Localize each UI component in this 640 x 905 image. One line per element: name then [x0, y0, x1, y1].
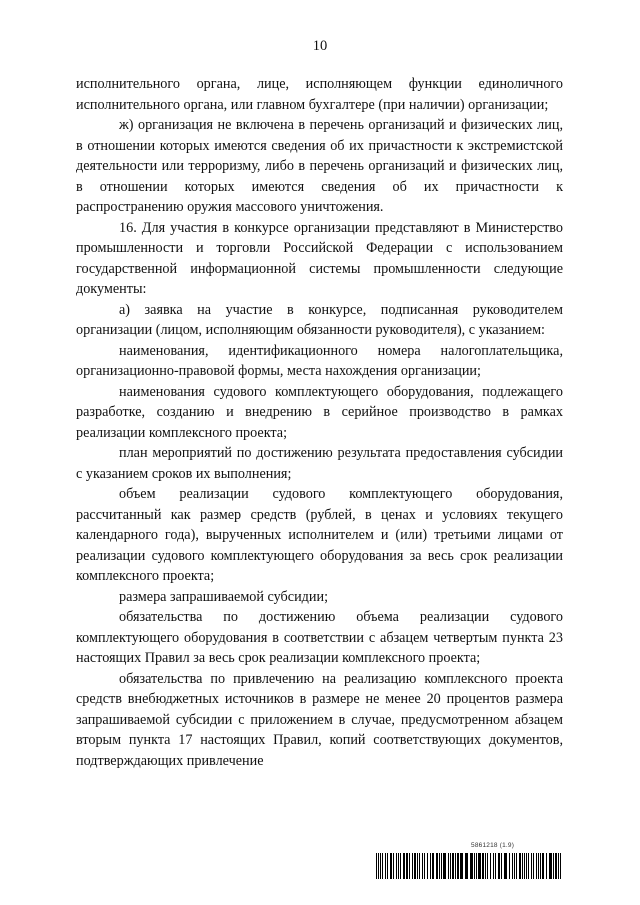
paragraph-clause-16: 16. Для участия в конкурсе организации представляют в Министерство промышленности и торговли Российской Федерации с использованием государственной информационной системы промышленности следующие документы:: [76, 219, 563, 297]
paragraph-equipment-name: наименования судового комплектующего оборудования, подлежащего разработке, созданию и внедрению в серийное производство в рамках реализации комплексного проекта;: [76, 383, 563, 441]
paragraph-organization-details: наименования, идентификационного номера налогоплательщика, организационно-правовой формы, места нахождения организации;: [76, 342, 563, 379]
page-number: 10: [312, 38, 328, 54]
paragraph-funding-obligations: обязательства по привлечению на реализацию комплексного проекта средств внебюджетных источников в размере не менее 20 процентов размера запрашиваемой субсидии с приложением в случае, предусмотренном абзацем вторым пункта 17 настоящих Правил, копий соответствующих документов, подтверждающих привлечение: [76, 670, 563, 769]
barcode-icon: [376, 853, 564, 879]
paragraph-sales-obligations: обязательства по достижению объема реализации судового комплектующего оборудования в соответствии с абзацем четвертым пункта 23 настоящих Правил за весь срок реализации комплексного проекта;: [76, 609, 563, 666]
barcode-caption: 5861218 (1.9): [471, 842, 515, 849]
paragraph-sales-volume: объем реализации судового комплектующего оборудования, рассчитанный как размер средств (рублей, в ценах и условиях текущего календарного года), вырученных исполнителем и (или) третьими лицами от реализации судового комплектующего оборудования за весь срок реализации комплексного проекта;: [76, 486, 563, 584]
paragraph-action-plan: план мероприятий по достижению результата предоставления субсидии с указанием сроков их выполнения;: [76, 445, 563, 482]
paragraph-item-zh: ж) организация не включена в перечень организаций и физических лиц, в отношении которых имеются сведения об их причастности к экстремистской деятельности или терроризму, либо в перечень организаций и физических лиц, в отношении которых имеются сведения об их причастности к распространению оружия массового уничтожения.: [76, 117, 563, 215]
document-barcode-block: [376, 842, 566, 882]
paragraph-item-a: а) заявка на участие в конкурсе, подписанная руководителем организации (лицом, исполняющим обязанности руководителя), с указанием:: [76, 301, 563, 338]
paragraph-continuation: исполнительного органа, лице, исполняющем функции единоличного исполнительного органа, или главном бухгалтере (при наличии) организации;: [76, 76, 563, 113]
paragraph-subsidy-amount: размера запрашиваемой субсидии;: [119, 588, 329, 605]
document-body: [76, 74, 563, 771]
